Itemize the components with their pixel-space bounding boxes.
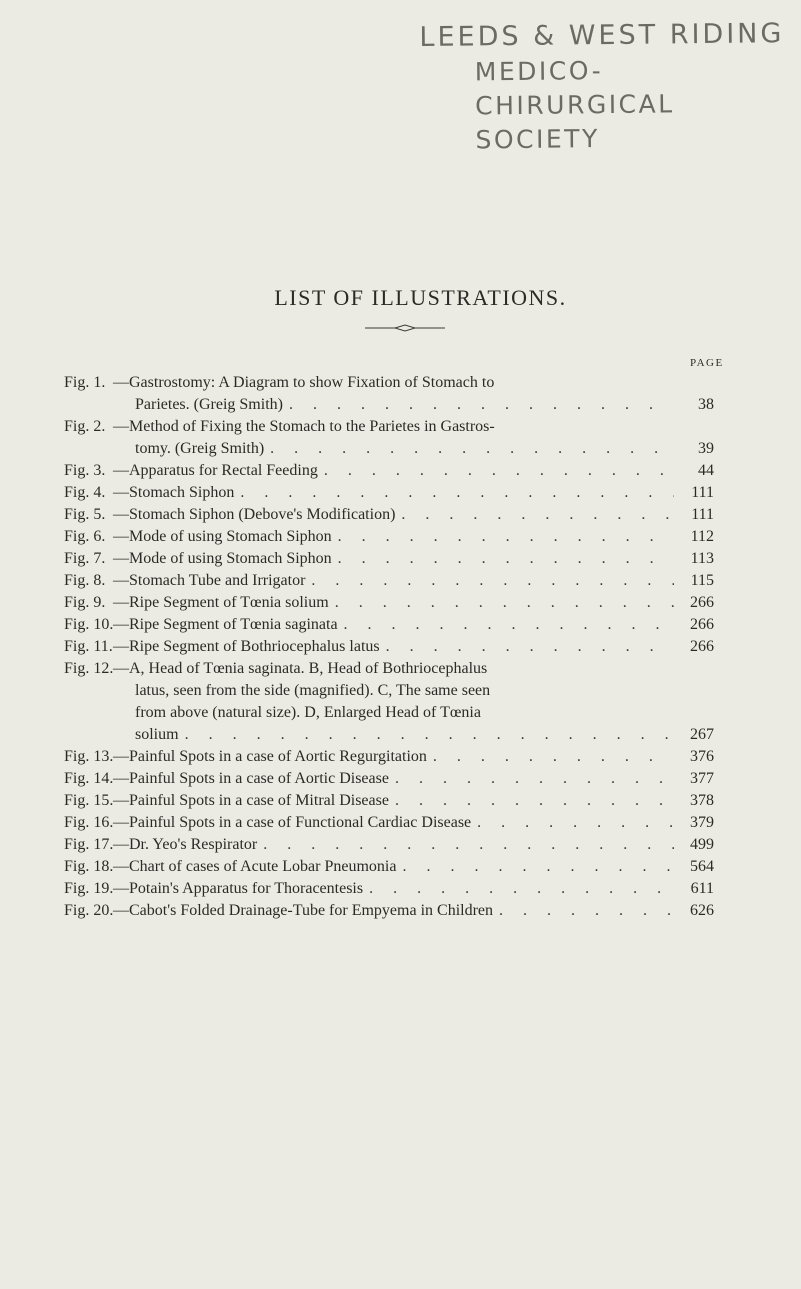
figure-number: Fig. 2. xyxy=(64,418,106,435)
page-number: 267 xyxy=(690,726,714,743)
list-item xyxy=(64,746,714,768)
list-item xyxy=(64,878,714,900)
figure-caption-cont: from above (natural size). D, Enlarged Head of Tœnia xyxy=(135,704,481,721)
list-item xyxy=(64,636,714,658)
page-number: 113 xyxy=(690,550,714,567)
page-number: 39 xyxy=(698,440,714,457)
figure-caption: —Painful Spots in a case of Aortic Disease xyxy=(113,770,389,787)
figure-caption: —Painful Spots in a case of Functional Cardiac Disease xyxy=(113,814,472,831)
figure-caption: —Painful Spots in a case of Aortic Regurgitation xyxy=(113,748,427,765)
figure-caption: —Apparatus for Rectal Feeding xyxy=(113,462,318,479)
page-number: 499 xyxy=(690,836,714,853)
page-number: 111 xyxy=(691,506,714,523)
figure-number: Fig. 19. xyxy=(64,880,114,897)
list-item xyxy=(64,768,714,790)
page-number: 44 xyxy=(698,462,714,479)
page-number: 111 xyxy=(691,484,714,501)
figure-number: Fig. 12. xyxy=(64,660,114,677)
figure-caption: —Mode of using Stomach Siphon xyxy=(113,528,332,545)
figure-caption: —Ripe Segment of Bothriocephalus latus xyxy=(113,638,380,655)
page-number: 266 xyxy=(690,594,714,611)
figure-number: Fig. 8. xyxy=(64,572,106,589)
figure-caption: —Stomach Siphon (Debove's Modification) xyxy=(113,506,396,523)
figure-caption-cont: Parietes. (Greig Smith) xyxy=(135,396,283,413)
figure-caption: —Potain's Apparatus for Thoracentesis xyxy=(113,880,364,897)
stamp-line-2: MEDICO-CHIRURGICAL SOCIETY xyxy=(474,56,675,155)
figure-number: Fig. 20. xyxy=(64,902,114,919)
figure-caption: —A, Head of Tœnia saginata. B, Head of Bothriocephalus xyxy=(113,660,488,677)
title-ornament xyxy=(365,324,445,332)
page-number: 564 xyxy=(690,858,714,875)
list-item xyxy=(64,460,714,482)
figure-number: Fig. 5. xyxy=(64,506,106,523)
list-item xyxy=(64,790,714,812)
page-number: 611 xyxy=(690,880,714,897)
page-number: 115 xyxy=(690,572,714,589)
figure-number: Fig. 13. xyxy=(64,748,114,765)
list-item xyxy=(64,482,714,504)
list-item xyxy=(64,658,714,746)
page-number: 377 xyxy=(690,770,714,787)
list-item xyxy=(64,372,714,416)
list-item xyxy=(64,614,714,636)
figure-caption: —Method of Fixing the Stomach to the Parietes in Gastros- xyxy=(113,418,495,435)
figure-caption: —Chart of cases of Acute Lobar Pneumonia xyxy=(113,858,397,875)
figure-number: Fig. 16. xyxy=(64,814,114,831)
figure-caption: —Stomach Siphon xyxy=(113,484,235,501)
figure-caption: —Gastrostomy: A Diagram to show Fixation of Stomach to xyxy=(113,374,495,391)
figure-number: Fig. 6. xyxy=(64,528,106,545)
figure-caption-cont: solium xyxy=(135,726,179,743)
figure-number: Fig. 7. xyxy=(64,550,106,567)
figure-caption-cont: latus, seen from the side (magnified). C, The same seen xyxy=(135,682,491,699)
figure-number: Fig. 3. xyxy=(64,462,106,479)
figure-number: Fig. 14. xyxy=(64,770,114,787)
figure-caption: —Cabot's Folded Drainage-Tube for Empyema in Children xyxy=(113,902,494,919)
page-number: 378 xyxy=(690,792,714,809)
page-number: 38 xyxy=(698,396,714,413)
page-number: 376 xyxy=(690,748,714,765)
list-item xyxy=(64,504,714,526)
figure-number: Fig. 4. xyxy=(64,484,106,501)
page-number: 266 xyxy=(690,638,714,655)
page-number: 266 xyxy=(690,616,714,633)
figure-number: Fig. 18. xyxy=(64,858,114,875)
library-stamp xyxy=(419,16,800,158)
figure-caption: —Stomach Tube and Irrigator xyxy=(113,572,306,589)
page-column-heading: PAGE xyxy=(690,357,724,369)
list-item xyxy=(64,812,714,834)
illustrations-list xyxy=(64,372,714,922)
page-number: 379 xyxy=(690,814,714,831)
list-item xyxy=(64,834,714,856)
list-item xyxy=(64,856,714,878)
page-number: 626 xyxy=(690,902,714,919)
list-item xyxy=(64,416,714,460)
list-item xyxy=(64,526,714,548)
figure-caption: —Mode of using Stomach Siphon xyxy=(113,550,332,567)
list-item xyxy=(64,592,714,614)
figure-number: Fig. 9. xyxy=(64,594,106,611)
figure-number: Fig. 1. xyxy=(64,374,106,391)
list-item xyxy=(64,548,714,570)
page-title: LIST OF ILLUSTRATIONS. xyxy=(274,285,567,310)
stamp-line-1: LEEDS & WEST RIDING xyxy=(419,18,785,53)
figure-number: Fig. 17. xyxy=(64,836,114,853)
figure-caption: —Ripe Segment of Tœnia solium xyxy=(113,594,329,611)
figure-number: Fig. 10. xyxy=(64,616,114,633)
page-number: 112 xyxy=(690,528,714,545)
list-item xyxy=(64,570,714,592)
figure-caption-cont: tomy. (Greig Smith) xyxy=(135,440,265,457)
figure-caption: —Ripe Segment of Tœnia saginata xyxy=(113,616,338,633)
figure-number: Fig. 11. xyxy=(64,638,113,655)
list-item xyxy=(64,900,714,922)
figure-number: Fig. 15. xyxy=(64,792,114,809)
figure-caption: —Dr. Yeo's Respirator xyxy=(113,836,258,853)
figure-caption: —Painful Spots in a case of Mitral Disease xyxy=(113,792,389,809)
